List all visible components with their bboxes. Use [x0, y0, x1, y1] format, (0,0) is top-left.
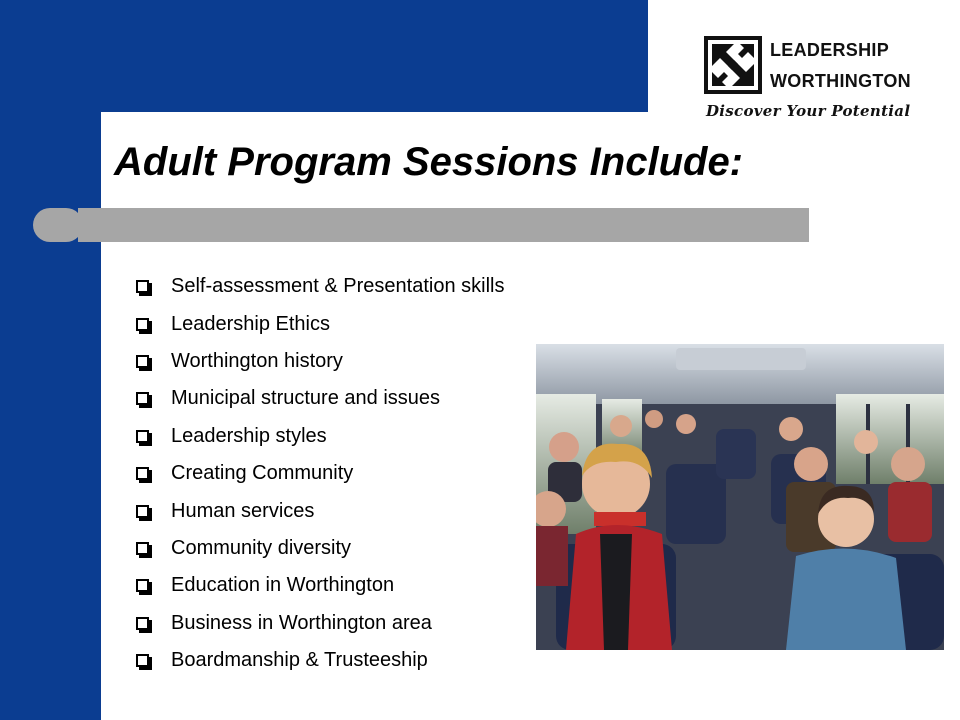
list-item-label: Worthington history: [171, 349, 343, 372]
slide-title: Adult Program Sessions Include:: [114, 140, 744, 184]
list-item: [136, 455, 504, 492]
logo-tagline: Discover Your Potential: [706, 102, 911, 120]
list-item-label: Boardmanship & Trusteeship: [171, 649, 428, 672]
list-item-label: Leadership Ethics: [171, 312, 330, 335]
checkbox-bullet-icon: [136, 654, 149, 667]
list-item: [136, 418, 504, 455]
checkbox-bullet-icon: [136, 392, 149, 405]
list-item-label: Leadership styles: [171, 424, 327, 447]
group-photo-on-bus: [536, 344, 944, 650]
checkbox-bullet-icon: [136, 430, 149, 443]
list-item: [136, 305, 504, 342]
checkbox-bullet-icon: [136, 617, 149, 630]
session-list: [136, 268, 504, 679]
list-item: [136, 605, 504, 642]
checkbox-bullet-icon: [136, 280, 149, 293]
list-item-label: Education in Worthington: [171, 574, 395, 597]
checkbox-bullet-icon: [136, 467, 149, 480]
list-item: [136, 530, 504, 567]
list-item: [136, 492, 504, 529]
list-item-label: Creating Community: [171, 462, 354, 485]
logo-text-worthington: WORTHINGTON: [770, 71, 911, 91]
bus-photo-illustration: [536, 344, 944, 650]
checkbox-bullet-icon: [136, 579, 149, 592]
checkbox-bullet-icon: [136, 542, 149, 555]
blue-side-band: [0, 0, 101, 720]
checkbox-bullet-icon: [136, 355, 149, 368]
list-item: [136, 567, 504, 604]
leadership-worthington-logo: [700, 34, 930, 124]
checkbox-bullet-icon: [136, 505, 149, 518]
list-item-label: Self-assessment & Presentation skills: [171, 275, 505, 298]
logo-text-leadership: LEADERSHIP: [770, 40, 890, 60]
list-item-label: Municipal structure and issues: [171, 387, 441, 410]
list-item: [136, 268, 504, 305]
logo-arrows-icon: [704, 36, 762, 94]
title-divider-bar: [33, 208, 809, 242]
checkbox-bullet-icon: [136, 318, 149, 331]
list-item: [136, 642, 504, 679]
list-item: [136, 380, 504, 417]
list-item-label: Community diversity: [171, 536, 352, 559]
list-item-label: Human services: [171, 499, 315, 522]
list-item-label: Business in Worthington area: [171, 611, 432, 634]
list-item: [136, 343, 504, 380]
